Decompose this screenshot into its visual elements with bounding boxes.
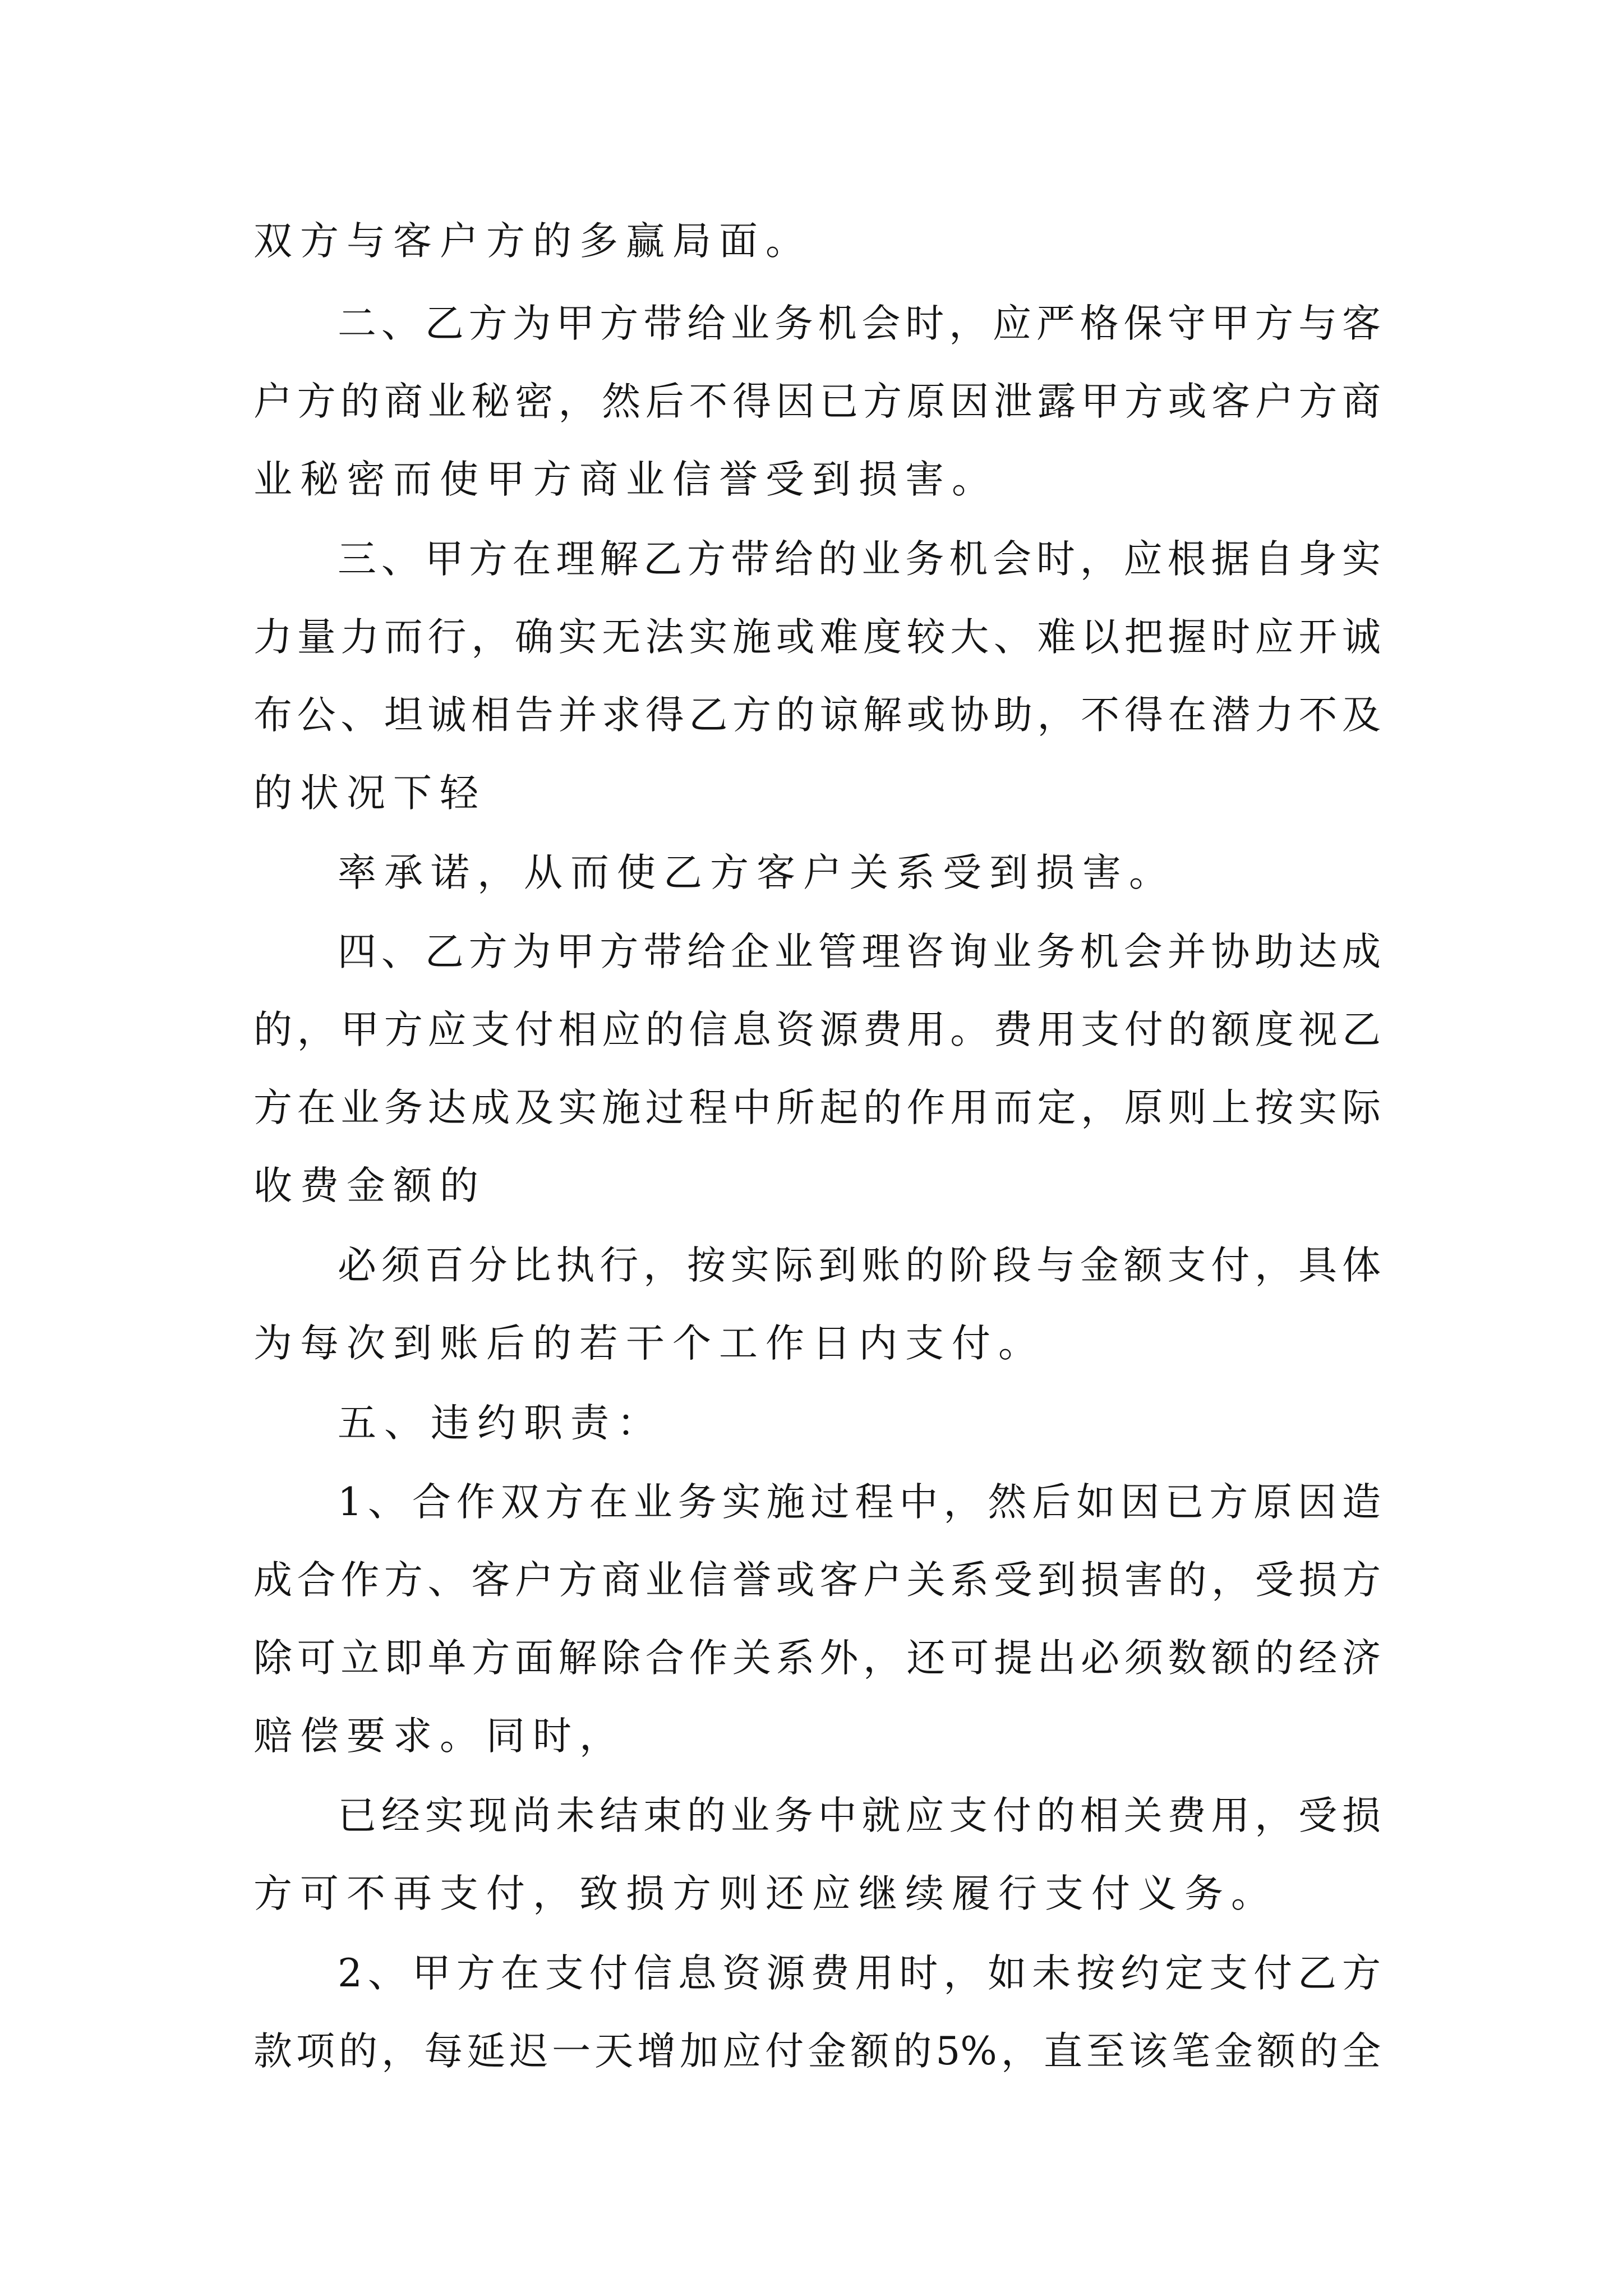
text-line: 的，甲方应支付相应的信息资源费用。费用支付的额度视乙 (253, 1007, 1381, 1052)
text-line: 布公、坦诚相告并求得乙方的谅解或协助，不得在潜力不及 (253, 693, 1381, 738)
text-line: 力量力而行，确实无法实施或难度较大、难以把握时应开诚 (253, 615, 1381, 660)
paragraph-3-line-1: 三、甲方在理解乙方带给的业务机会时，应根据自身实 (338, 537, 1381, 582)
text-line: 双方与客户方的多赢局面。 (253, 219, 812, 264)
text-line: 为每次到账后的若干个工作日内支付。 (253, 1321, 1045, 1366)
paragraph-2-line-1: 二、乙方为甲方带给业务机会时，应严格保守甲方与客 (338, 301, 1381, 346)
text-line: 已经实现尚未结束的业务中就应支付的相关费用，受损 (338, 1793, 1381, 1838)
text-line: 的状况下轻 (253, 771, 486, 816)
text-line: 成合作方、客户方商业信誉或客户关系受到损害的，受损方 (253, 1558, 1381, 1603)
clause-1-line-1: 1、合作双方在业务实施过程中，然后如因已方原因造 (338, 1480, 1381, 1525)
section-heading: 五、违约职责： (338, 1401, 663, 1446)
clause-2-line-1: 2、甲方在支付信息资源费用时，如未按约定支付乙方 (338, 1951, 1381, 1996)
text-line: 赔偿要求。同时， (253, 1714, 626, 1759)
text-line: 方在业务达成及实施过程中所起的作用而定，原则上按实际 (253, 1085, 1381, 1130)
text-line: 除可立即单方面解除合作关系外，还可提出必须数额的经济 (253, 1636, 1381, 1681)
paragraph-4-line-1: 四、乙方为甲方带给企业管理咨询业务机会并协助达成 (338, 930, 1381, 974)
text-line: 款项的，每延迟一天增加应付金额的5%，直至该笔金额的全 (253, 2029, 1381, 2074)
text-line: 率承诺，从而使乙方客户关系受到损害。 (338, 850, 1175, 895)
text-line: 方可不再支付，致损方则还应继续履行支付义务。 (253, 1871, 1278, 1916)
text-line: 户方的商业秘密，然后不得因已方原因泄露甲方或客户方商 (253, 379, 1381, 424)
text-line: 收费金额的 (253, 1163, 486, 1208)
text-line: 必须百分比执行，按实际到账的阶段与金额支付，具体 (338, 1243, 1381, 1288)
text-line: 业秘密而使甲方商业信誉受到损害。 (253, 457, 998, 502)
